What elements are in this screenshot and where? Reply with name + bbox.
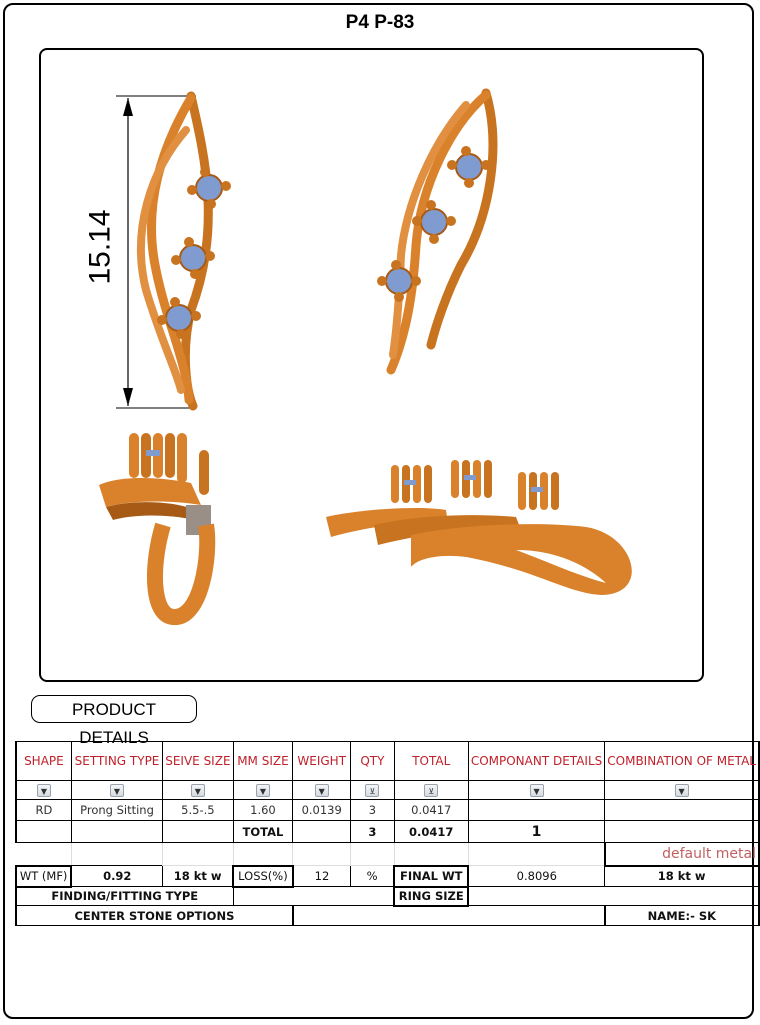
wt-metal: 18 kt w xyxy=(163,866,233,887)
header-total: TOTAL xyxy=(394,742,468,781)
ring-size-label: RING SIZE xyxy=(394,887,468,906)
loss-value: 12 xyxy=(293,866,351,887)
cell-combination xyxy=(605,800,759,821)
total-label: TOTAL xyxy=(233,821,293,843)
loss-unit: % xyxy=(351,866,395,887)
center-stone-options-value[interactable] xyxy=(293,906,605,926)
page-title: P4 P-83 xyxy=(345,12,415,33)
cell-qty: 3 xyxy=(351,800,395,821)
cell-mm-size: 1.60 xyxy=(233,800,293,821)
perspective-view xyxy=(361,85,501,385)
stone-1 xyxy=(187,167,231,209)
center-stone-row xyxy=(16,906,759,926)
total-qty: 3 xyxy=(351,821,395,843)
front-view xyxy=(71,90,241,420)
ring-profile-view-image xyxy=(316,455,646,605)
cell-shape: RD xyxy=(16,800,71,821)
header-weight: WEIGHT xyxy=(293,742,351,781)
header-combination-of-metal: COMBINATION OF METAL xyxy=(605,742,759,781)
cell-total: 0.0417 xyxy=(394,800,468,821)
loss-label: LOSS(%) xyxy=(233,866,293,887)
side-view xyxy=(91,425,231,625)
dropdown-arrow-icon[interactable]: ▼ xyxy=(675,784,689,797)
wt-mf-value: 0.92 xyxy=(71,866,162,887)
dropdown-arrow-icon[interactable]: ▼ xyxy=(530,784,544,797)
weight-row xyxy=(16,866,759,887)
product-details-label: PRODUCT DETAILS xyxy=(31,695,197,723)
header-setting-type: SETTING TYPE xyxy=(71,742,162,781)
dropdown-arrow-icon[interactable]: ▼ xyxy=(315,784,329,797)
finding-row xyxy=(16,887,759,906)
dimension-label: 15.14 xyxy=(83,209,117,285)
cell-weight: 0.0139 xyxy=(293,800,351,821)
header-componant-details: COMPONANT DETAILS xyxy=(468,742,604,781)
table-row xyxy=(16,800,759,821)
total-weight: 0.0417 xyxy=(394,821,468,843)
final-wt-value: 0.8096 xyxy=(468,866,604,887)
wt-mf-label: WT (MF) xyxy=(16,866,71,887)
final-metal: 18 kt w xyxy=(605,866,759,887)
cell-seive-size: 5.5-.5 xyxy=(163,800,233,821)
stone-1 xyxy=(447,146,491,188)
render-panel xyxy=(39,48,704,682)
profile-view xyxy=(316,455,646,605)
center-stone-options-label: CENTER STONE OPTIONS xyxy=(16,906,293,926)
final-wt-label: FINAL WT xyxy=(394,866,468,887)
ring-side-view-image xyxy=(91,425,231,625)
dropdown-arrow-icon[interactable]: ▼ xyxy=(110,784,124,797)
finding-fitting-type-label: FINDING/FITTING TYPE xyxy=(16,887,233,906)
ring-perspective-view-image xyxy=(361,85,501,385)
cell-setting-type: Prong Sitting xyxy=(71,800,162,821)
ring-size-value[interactable] xyxy=(468,887,759,906)
filter-funnel-icon[interactable]: ⊻ xyxy=(424,784,438,797)
name-label: NAME:- SK xyxy=(605,906,759,926)
blank-row xyxy=(16,843,759,866)
componant-count: 1 xyxy=(468,821,604,843)
filter-row xyxy=(16,781,759,800)
cell-componant xyxy=(468,800,604,821)
total-row xyxy=(16,821,759,843)
default-metal-text: default metal xyxy=(605,843,759,866)
header-mm-size: MM SIZE xyxy=(233,742,293,781)
filter-funnel-icon[interactable]: ⊻ xyxy=(365,784,379,797)
dropdown-arrow-icon[interactable]: ▼ xyxy=(191,784,205,797)
product-details-table xyxy=(15,741,760,926)
header-row xyxy=(16,742,759,781)
dropdown-arrow-icon[interactable]: ▼ xyxy=(256,784,270,797)
header-shape: SHAPE xyxy=(16,742,71,781)
header-qty: QTY xyxy=(351,742,395,781)
dropdown-arrow-icon[interactable]: ▼ xyxy=(37,784,51,797)
header-seive-size: SEIVE SIZE xyxy=(163,742,233,781)
